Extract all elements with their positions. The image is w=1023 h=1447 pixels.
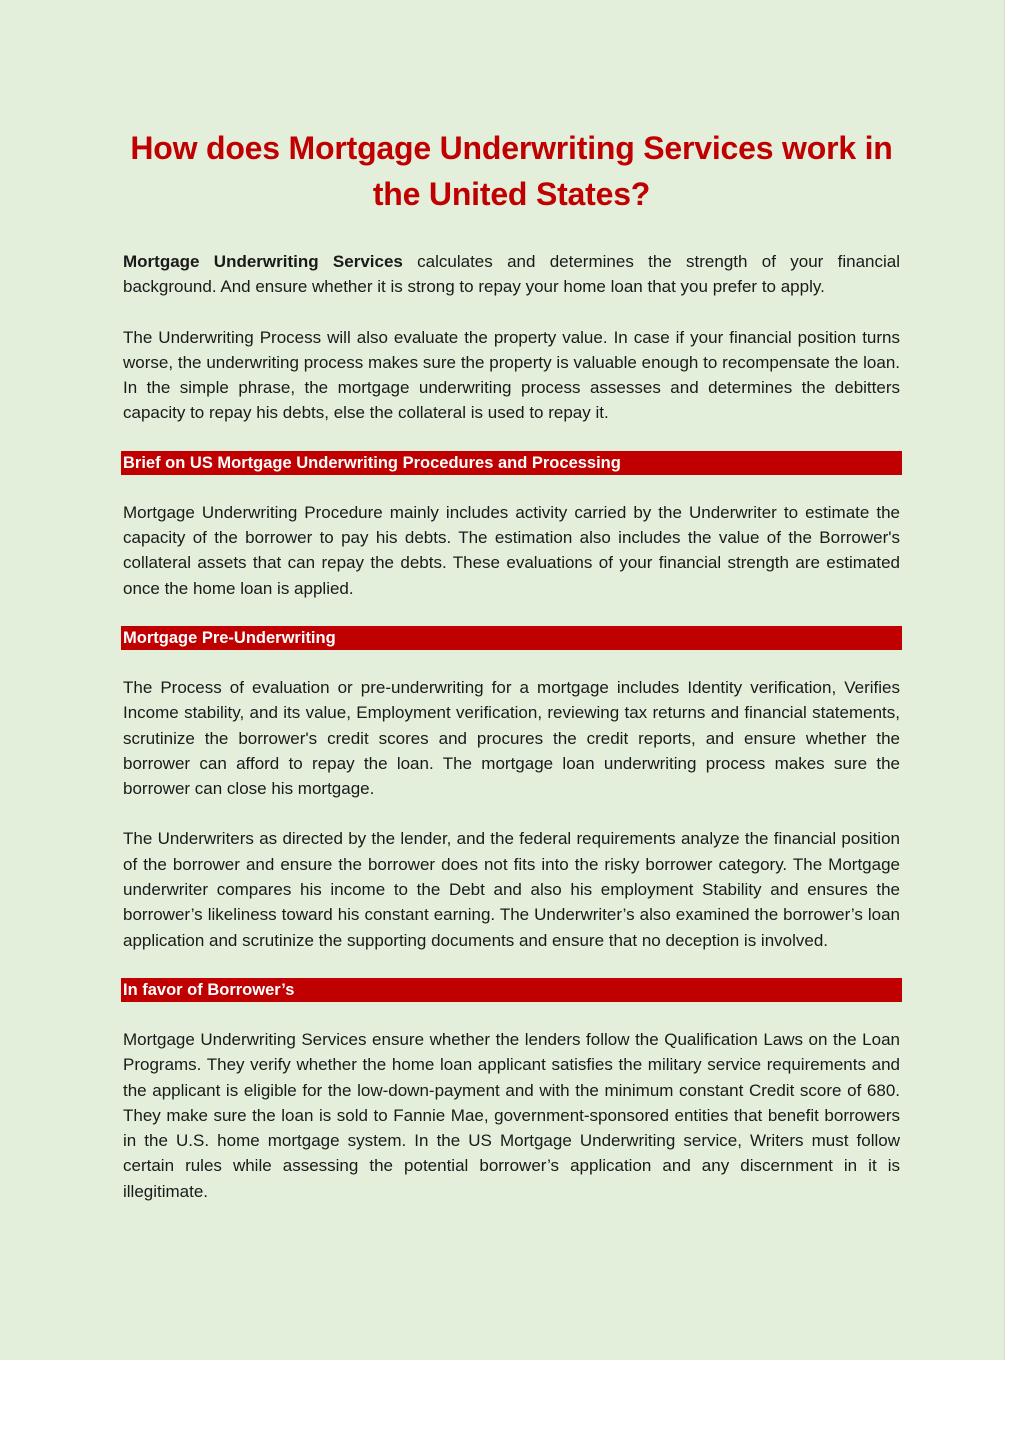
section-heading-borrowers: In favor of Borrower’s [121, 978, 902, 1002]
section-heading-brief: Brief on US Mortgage Underwriting Procedures and Processing [121, 451, 902, 475]
intro-bold-lead: Mortgage Underwriting Services [123, 252, 403, 271]
section-pre-underwriting-paragraph-1: The Process of evaluation or pre-underwriting for a mortgage includes Identity verification, Verifies Income stability, and its value, Employment verification, reviewing tax returns and financial statements, scrutinize the borrower's credit scores and procures the credit reports, and ensure whether the borrower can afford to repay the loan. The mortgage loan underwriting process makes sure the borrower can close his mortgage. [123, 677, 900, 799]
underwriting-process-paragraph: The Underwriting Process will also evaluate the property value. In case if your financial position turns worse, the underwriting process makes sure the property is valuable enough to recompensate the loan. In the simple phrase, the mortgage underwriting process assesses and determines the debitters capacity to repay his debts, else the collateral is used to repay it. [123, 327, 900, 423]
section-brief-paragraph: Mortgage Underwriting Procedure mainly includes activity carried by the Underwriter to estimate the capacity of the borrower to pay his debts. The estimation also includes the value of the Borrower's collateral assets that can repay the debts. These evaluations of your financial strength are estimated once the home loan is applied. [123, 502, 900, 598]
document-body [123, 125, 900, 1204]
section-heading-pre-underwriting: Mortgage Pre-Underwriting [121, 626, 902, 650]
section-pre-underwriting-paragraph-2: The Underwriters as directed by the lender, and the federal requirements analyze the financial position of the borrower and ensure the borrower does not fits into the risky borrower category. The Mortgage underwriter compares his income to the Debt and also his employment Stability and ensures the borrower’s likeliness toward his constant earning. The Underwriter’s also examined the borrower’s loan application and scrutinize the supporting documents and ensure that no deception is involved. [123, 829, 900, 950]
document-title: How does Mortgage Underwriting Services work in the United States? [130, 130, 893, 212]
intro-text: calculates and determines the strength of your financial background. And ensure whether it is strong to repay your home loan that you prefer to apply. [123, 252, 900, 297]
intro-paragraph [123, 249, 900, 300]
section-borrowers-paragraph: Mortgage Underwriting Services ensure whether the lenders follow the Qualification Laws on the Loan Programs. They verify whether the home loan applicant satisfies the military service requirements and the applicant is eligible for the low-down-payment and with the minimum constant Credit score of 680. They make sure the loan is sold to Fannie Mae, government-sponsored entities that benefit borrowers in the U.S. home mortgage system. In the US Mortgage Underwriting service, Writers must follow certain rules while assessing the potential borrower’s application and any discernment in it is illegitimate. [123, 1029, 900, 1201]
